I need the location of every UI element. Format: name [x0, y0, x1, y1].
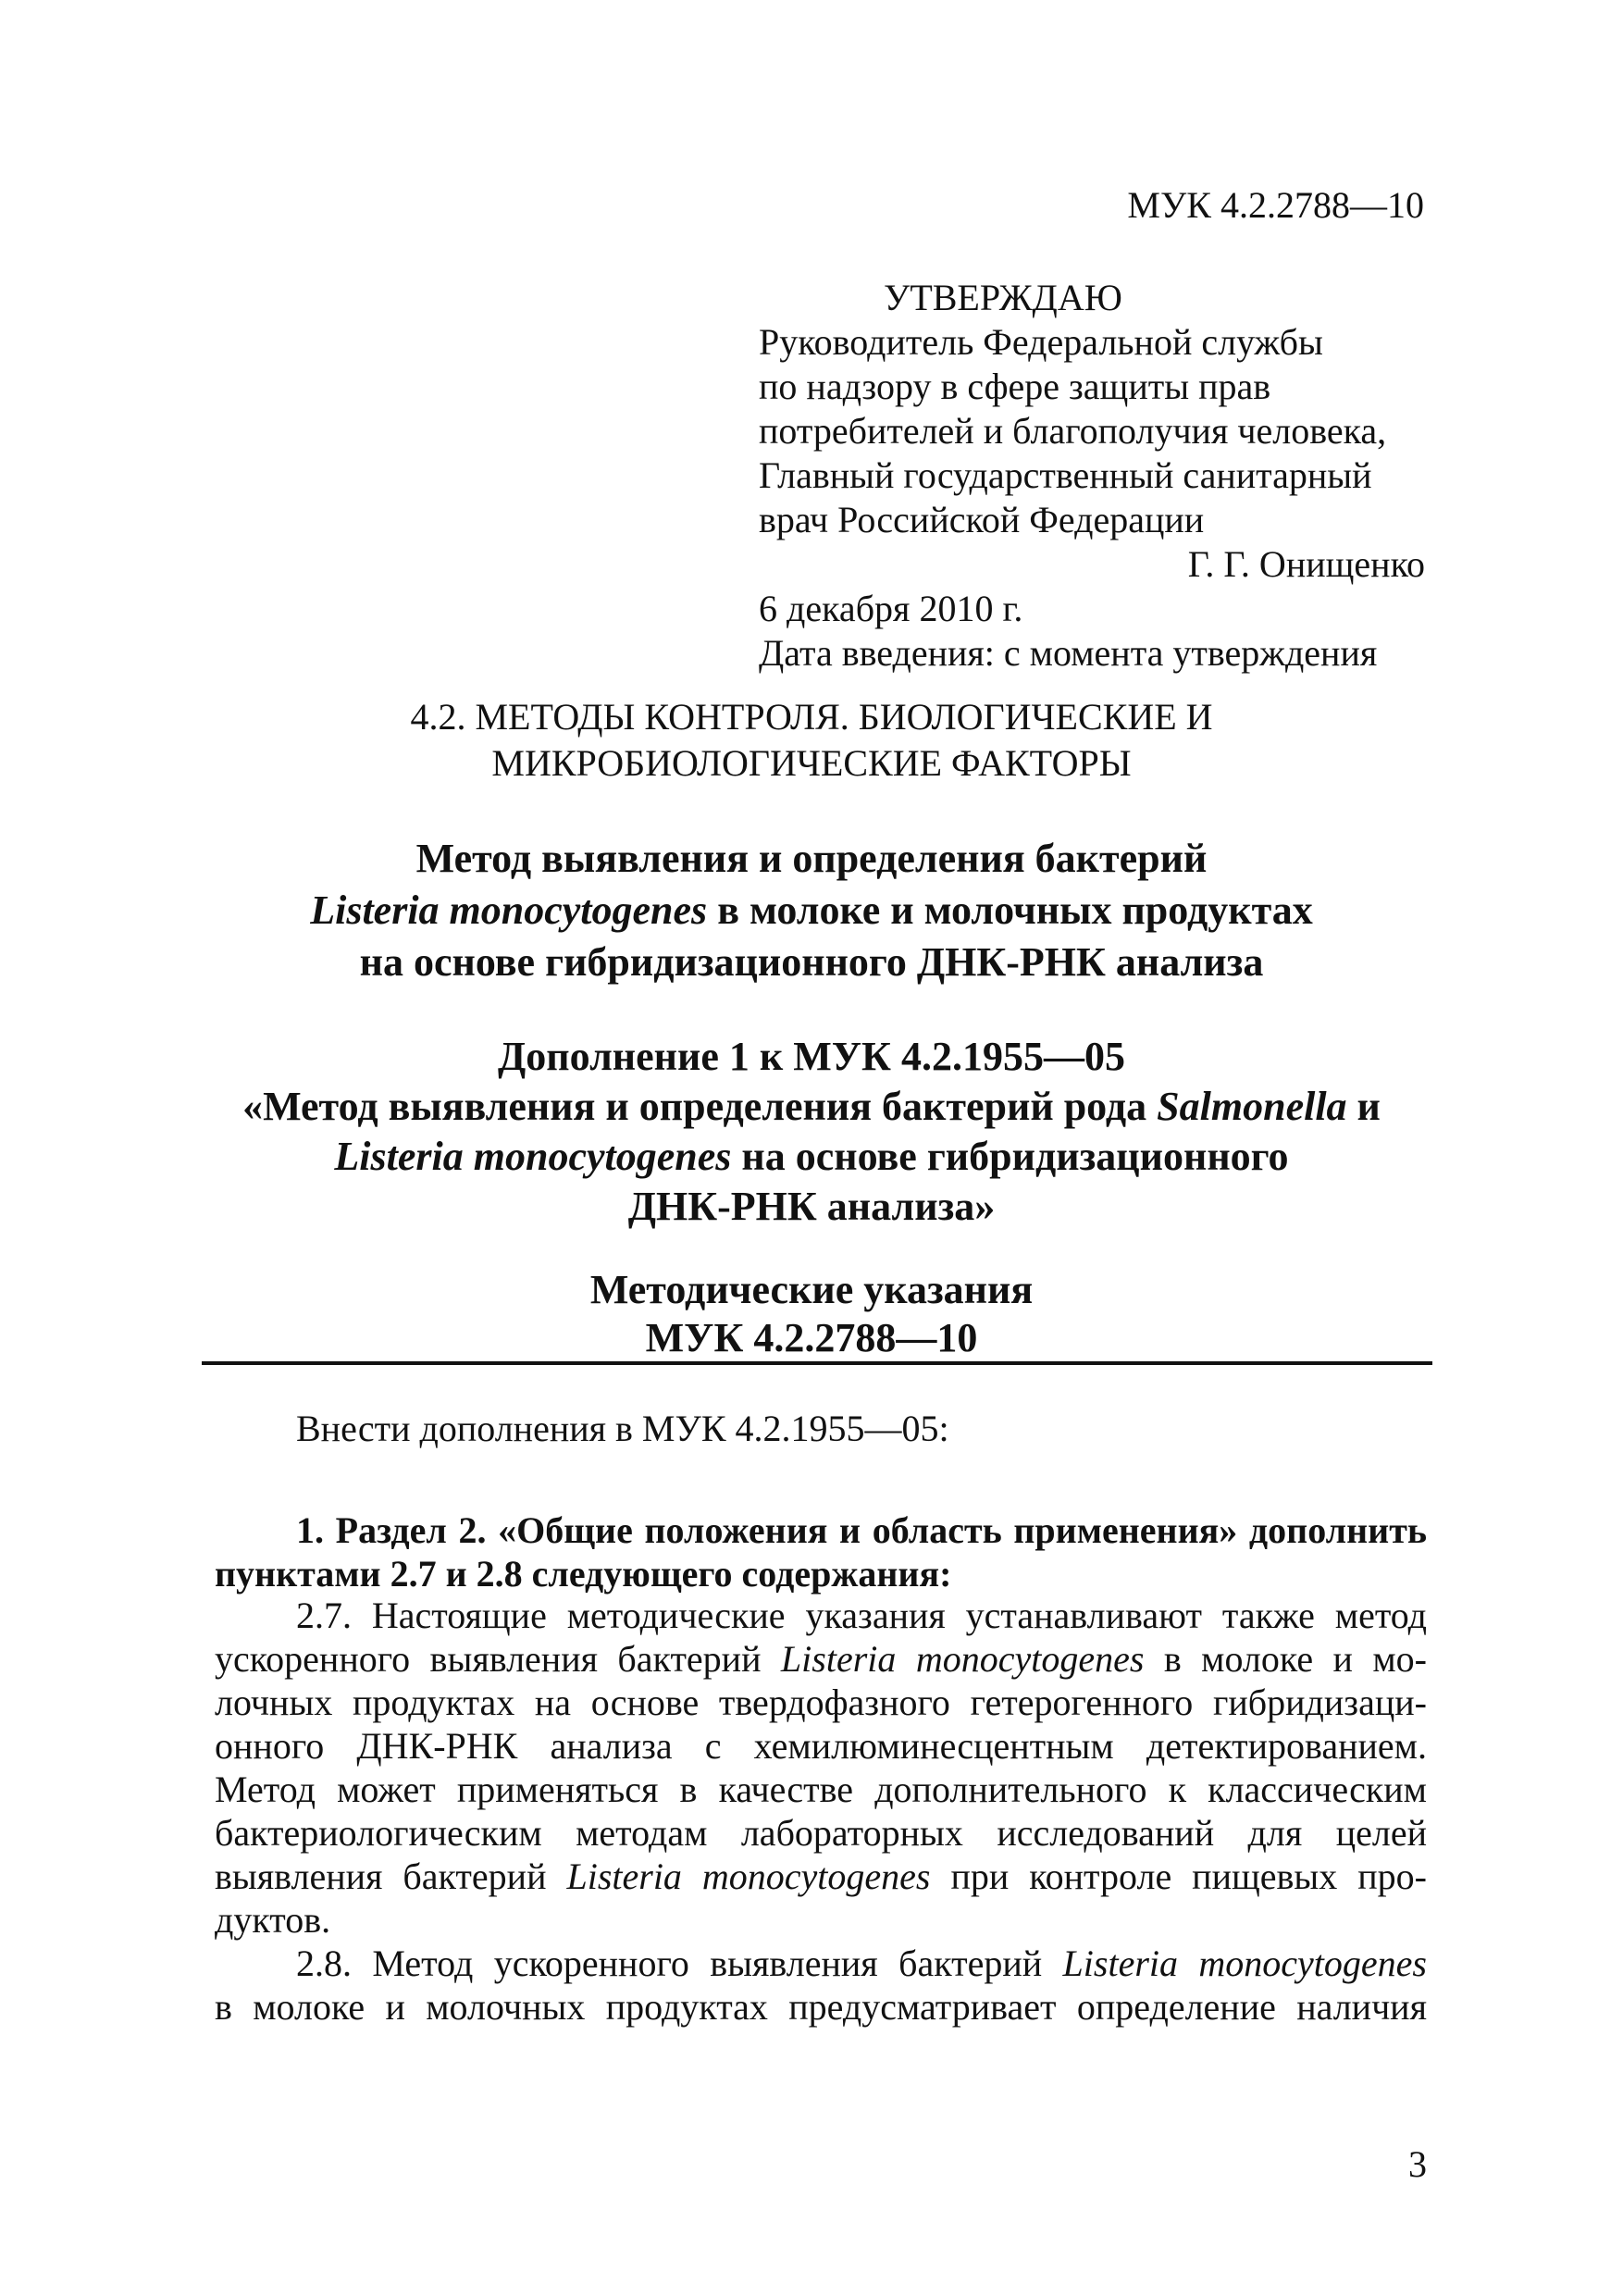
main-title	[0, 833, 1623, 988]
paragraph-line: онного ДНК-РНК анализа с хемилюминесцентным детектированием.	[215, 1725, 1427, 1767]
paragraph-line: 2.7. Настоящие методические указания устанавливают также метод	[296, 1595, 1427, 1636]
point-1-text: 1. Раздел 2. «Общие положения и область применения» дополнить пунктами 2.7 и 2.8 следующего содержания:	[215, 1509, 1427, 1595]
supplement-line	[0, 1082, 1623, 1132]
approval-line: врач Российской Федерации	[759, 499, 1205, 540]
section-heading-line: 4.2. МЕТОДЫ КОНТРОЛЯ. БИОЛОГИЧЕСКИЕ И	[410, 696, 1213, 738]
supplement-text: и	[1346, 1084, 1381, 1129]
main-title-line	[0, 885, 1623, 937]
paragraph-line	[215, 1942, 1427, 1985]
species-name: Listeria monocytogenes	[566, 1855, 931, 1897]
approval-line: Главный государственный санитарный	[759, 454, 1372, 496]
text-span: ускоренного выявления бактерий	[215, 1638, 781, 1680]
text-span: 2.8. Метод ускоренного выявления бактерий	[296, 1942, 1063, 1984]
effective-date: Дата введения: с момента утверждения	[759, 632, 1378, 674]
section-heading	[0, 694, 1623, 787]
approval-date: 6 декабря 2010 г.	[759, 588, 1023, 629]
document-number: МУК 4.2.2788—10	[1127, 184, 1424, 226]
genus-name: Salmonella	[1157, 1084, 1347, 1129]
approval-line: по надзору в сфере защиты прав	[759, 366, 1271, 407]
paragraph-2-7	[215, 1594, 1427, 2029]
intro-text: Внести дополнения в МУК 4.2.1955—05:	[296, 1408, 949, 1449]
species-name: Listeria monocytogenes	[310, 887, 708, 933]
paragraph-line: в молоке и молочных продуктах предусматривает определение наличия	[215, 1986, 1427, 2028]
main-title-line: на основе гибридизационного ДНК-РНК анализа	[359, 939, 1264, 985]
paragraph-line: бактериологическим методам лабораторных исследований для целей	[215, 1812, 1427, 1854]
supplement-text: на основе гибридизационного	[731, 1134, 1289, 1179]
signer-name: Г. Г. Онищенко	[1187, 543, 1425, 585]
section-heading-line: МИКРОБИОЛОГИЧЕСКИЕ ФАКТОРЫ	[491, 742, 1132, 784]
text-span: в молоке и мо-	[1144, 1638, 1427, 1680]
main-title-text: в молоке и молочных продуктах	[707, 887, 1313, 933]
paragraph-line: лочных продуктах на основе твердофазного гетерогенного гибридизаци-	[215, 1682, 1427, 1723]
paragraph-line: Метод может применяться в качестве дополнительного к классическим	[215, 1769, 1427, 1810]
supplement-text: «Метод выявления и определения бактерий рода	[242, 1084, 1158, 1129]
main-title-line: Метод выявления и определения бактерий	[415, 836, 1208, 881]
supplement-line: Дополнение 1 к МУК 4.2.1955—05	[498, 1034, 1125, 1079]
paragraph-line	[215, 1637, 1427, 1681]
guidelines-line: Методические указания	[589, 1267, 1034, 1312]
approval-block	[759, 276, 1425, 676]
guidelines-line: МУК 4.2.2788—10	[645, 1315, 978, 1360]
page-number: 3	[1408, 2143, 1427, 2185]
text-span: выявления бактерий	[215, 1855, 567, 1897]
supplement-line: ДНК-РНК анализа»	[627, 1184, 996, 1229]
supplement-line	[0, 1132, 1623, 1182]
approval-line: Руководитель Федеральной службы	[759, 321, 1323, 363]
species-name: Listeria monocytogenes	[334, 1134, 732, 1179]
species-name: Listeria monocytogenes	[1062, 1942, 1427, 1984]
text-span: при контроле пищевых про-	[930, 1855, 1427, 1897]
approval-title: УТВЕРЖДАЮ	[884, 277, 1122, 318]
horizontal-rule	[202, 1361, 1432, 1365]
species-name: Listeria monocytogenes	[780, 1638, 1145, 1680]
paragraph-line	[215, 1855, 1427, 1898]
approval-line: потребителей и благополучия человека,	[759, 410, 1387, 452]
paragraph-line: дуктов.	[215, 1899, 331, 1941]
supplement-title	[0, 1032, 1623, 1232]
guidelines-title	[0, 1266, 1623, 1362]
point-1	[215, 1508, 1427, 1595]
